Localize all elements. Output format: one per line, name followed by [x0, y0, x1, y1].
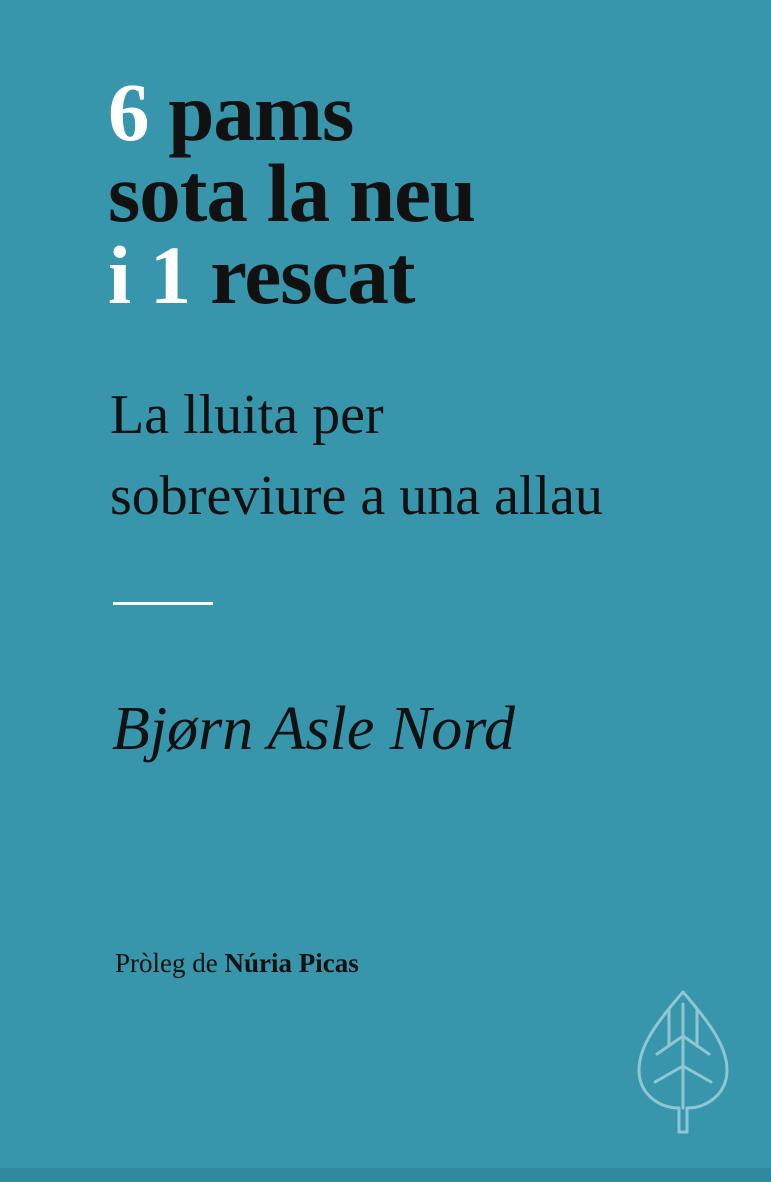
title-line-1 — [108, 66, 748, 158]
prologue-author: Núria Picas — [224, 948, 359, 978]
title-line-2-text: sota la neu — [108, 147, 476, 240]
bottom-strip — [0, 1168, 771, 1182]
subtitle-line-2: sobreviure a una allau — [110, 465, 603, 528]
title-line-2 — [108, 147, 748, 240]
title-line-1-number: 6 — [108, 66, 149, 158]
prologue-credit — [115, 948, 359, 979]
subtitle-line-1: La lluita per — [110, 384, 384, 446]
title-line-3-text: rescat — [190, 228, 415, 321]
prologue-prefix: Pròleg de — [115, 948, 225, 978]
book-title — [108, 66, 748, 321]
title-line-1-text: pams — [148, 66, 354, 158]
title-line-3 — [108, 228, 748, 321]
title-line-3-number: i 1 — [108, 228, 191, 321]
divider-rule — [113, 602, 213, 605]
book-subtitle — [110, 375, 750, 537]
author-name: Bjørn Asle Nord — [112, 695, 516, 763]
leaf-icon — [617, 984, 749, 1134]
